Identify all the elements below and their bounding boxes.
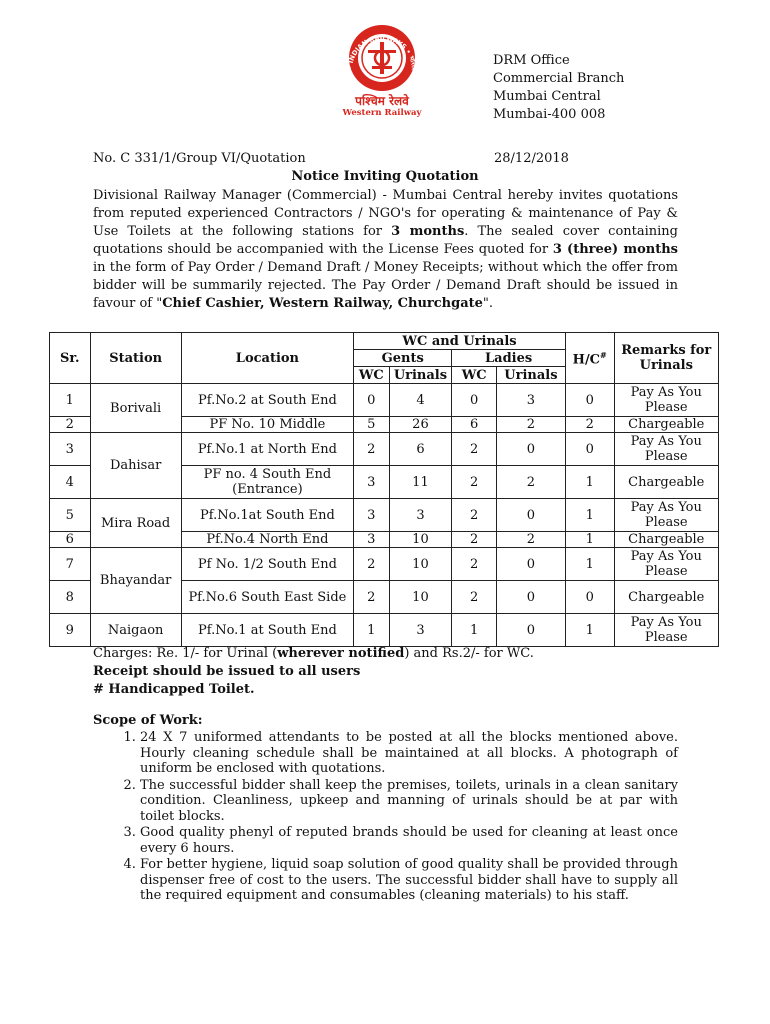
station-name: Mira Road [90, 499, 181, 548]
address-line: Commercial Branch [493, 71, 625, 86]
table-row: 9 Naigaon Pf.No.1 at South End 1 3 1 0 1 Pay As You Please [50, 614, 719, 647]
station-name: Naigaon [90, 614, 181, 647]
reference-line [93, 151, 678, 166]
duration-bold: 3 months [391, 224, 465, 239]
notice-date: 28/12/2018 [494, 151, 569, 166]
office-address [493, 52, 624, 124]
station-name: Bhayandar [90, 548, 181, 614]
station-name: Dahisar [90, 433, 181, 499]
table-row: 7 Bhayandar Pf No. 1/2 South End 2 10 2 0 1 Pay As You Please [50, 548, 719, 581]
col-header-location: Location [181, 333, 353, 384]
logo-english-name: Western Railway [342, 108, 422, 118]
address-line: Mumbai Central [493, 89, 601, 104]
toilet-stations-table [49, 332, 719, 647]
col-header-ladies-urinals: Urinals [496, 367, 565, 384]
reference-number: No. C 331/1/Group VI/Quotation [93, 151, 306, 166]
list-item: 4. For better hygiene, liquid soap solution of good quality shall be provided through dispenser free of cost to the users. The successful bidder shall have to supply all the required equipment and consumables (cleaning materials) to his staff. [140, 857, 678, 904]
scope-list [93, 730, 693, 904]
col-header-sr: Sr. [50, 333, 91, 384]
western-railway-logo [336, 22, 428, 118]
list-item: 3. Good quality phenyl of reputed brands should be used for cleaning at least once every 6 hours. [140, 825, 678, 856]
table-row: 2 PF No. 10 Middle 5 26 6 2 2 Chargeable [50, 417, 719, 433]
list-item: 2. The successful bidder shall keep the premises, toilets, urinals in a clean sanitary condition. Cleanliness, upkeep and manning of urinals should be at par with toilet blocks. [140, 778, 678, 825]
col-header-hc: H/C# [565, 333, 614, 384]
scope-title: Scope of Work: [93, 713, 203, 728]
table-row: 6 Pf.No.4 North End 3 10 2 2 1 Chargeable [50, 532, 719, 548]
handicapped-note: # Handicapped Toilet. [93, 682, 255, 697]
notes-section [93, 645, 693, 905]
address-line: DRM Office [493, 53, 570, 68]
receipt-note: Receipt should be issued to all users [93, 664, 361, 679]
col-header-gents-urinals: Urinals [389, 367, 452, 384]
table-row: 8 Pf.No.6 South East Side 2 10 2 0 0 Chargeable [50, 581, 719, 614]
address-line: Mumbai-400 008 [493, 107, 606, 122]
col-header-gents-wc: WC [354, 367, 389, 384]
col-header-gents: Gents [354, 350, 452, 367]
intro-paragraph: Divisional Railway Manager (Commercial) - Mumbai Central hereby invites quotations from reputed experienced Contractors / NGO's for operating & maintenance of Pay & Use Toilets at the following stations for 3 months. The sealed cover containing quotations should be accompanied with the License Fees quoted for 3 (three) months in the form of Pay Order / Demand Draft / Money Receipts; without which the offer from bidder will be summarily rejected. The Pay Order / Demand Draft should be issued in favour of "Chief Cashier, Western Railway, Churchgate". [93, 188, 679, 311]
table-row: 1 Borivali Pf.No.2 at South End 0 4 0 3 0 Pay As You Please [50, 384, 719, 417]
list-item: 1. 24 X 7 uniformed attendants to be posted at all the blocks mentioned above. Hourly cleaning schedule shall be maintained at all blocks. A photograph of uniform be enclosed with quotations. [140, 730, 678, 777]
table-row: 5 Mira Road Pf.No.1at South End 3 3 2 0 1 Pay As You Please [50, 499, 719, 532]
charges-note: Charges: Re. 1/- for Urinal (wherever notified) and Rs.2/- for WC. [93, 646, 534, 661]
logo-hindi-name: पश्चिम रेलवे [355, 94, 409, 108]
notice-title: Notice Inviting Quotation [291, 169, 479, 184]
col-header-ladies: Ladies [452, 350, 566, 367]
logo-ring-text: • INDIAN RAILWAYS • भारतीय रेल [345, 33, 419, 86]
station-name: Borivali [90, 384, 181, 433]
table-row: 3 Dahisar Pf.No.1 at North End 2 6 2 0 0 Pay As You Please [50, 433, 719, 466]
duration-bold: 3 (three) months [552, 242, 679, 257]
col-header-ladies-wc: WC [452, 367, 497, 384]
col-header-station: Station [90, 333, 181, 384]
payee-bold: Chief Cashier, Western Railway, Churchgate [162, 296, 483, 311]
col-header-remarks: Remarks for Urinals [614, 333, 718, 384]
table-row: 4 PF no. 4 South End (Entrance) 3 11 2 2 1 Chargeable [50, 466, 719, 499]
col-header-wc-urinals: WC and Urinals [354, 333, 566, 350]
